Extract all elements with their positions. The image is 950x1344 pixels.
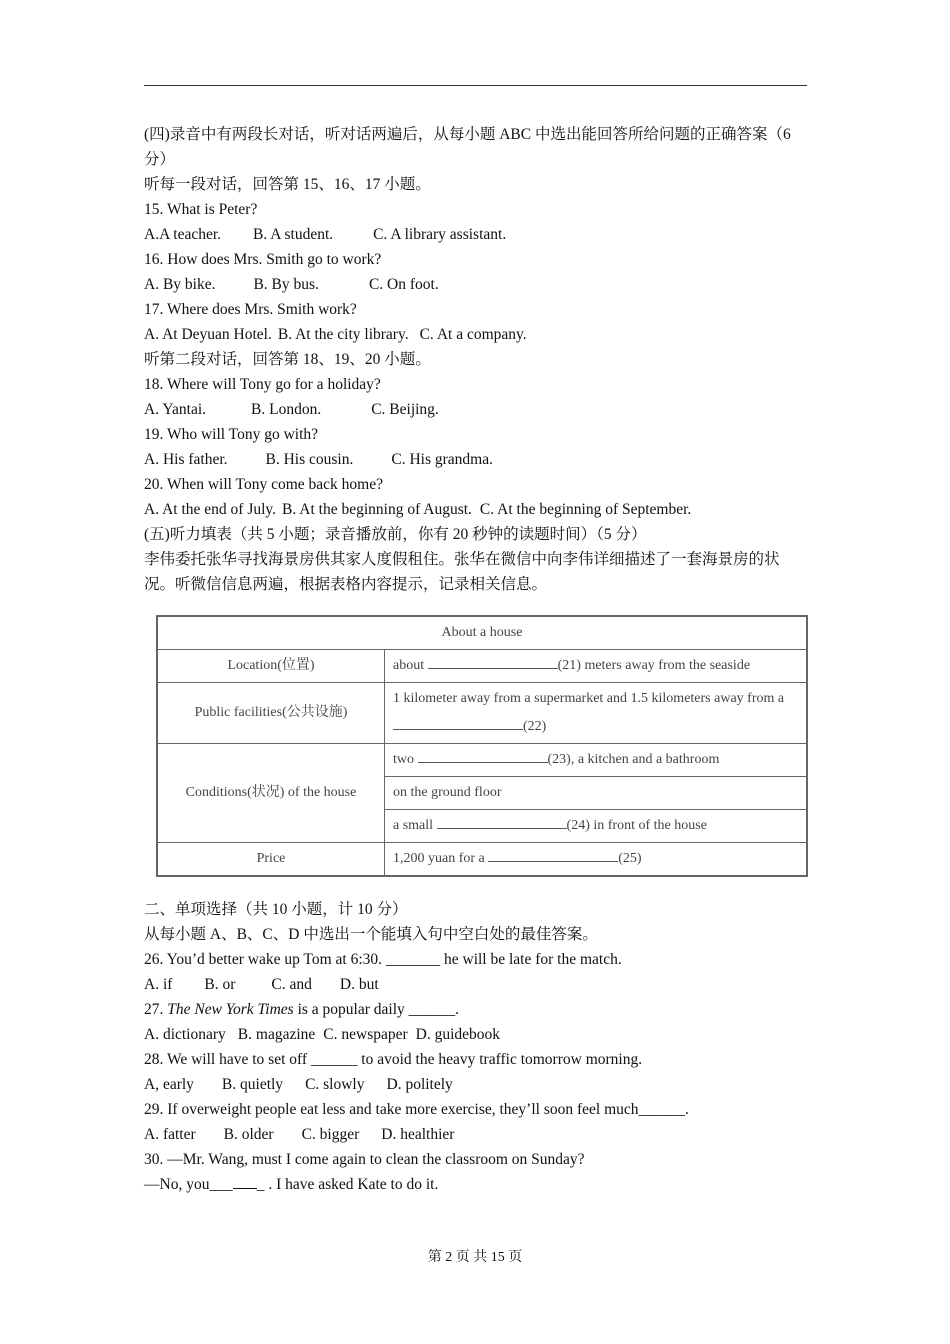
option-a: A. At Deyuan Hotel.	[144, 326, 272, 343]
option-b: B. His cousin.	[265, 451, 354, 468]
question-27	[144, 997, 809, 1022]
question-15: 15. What is Peter?	[144, 201, 258, 218]
option-b: B. older	[223, 1126, 274, 1143]
option-d: D. guidebook	[415, 1026, 501, 1043]
blank-number-22: (22)	[523, 719, 547, 734]
option-a: A. Yantai.	[144, 401, 207, 418]
price-pre: 1,200 yuan for a	[393, 851, 485, 866]
part2-instruction: 从每小题 A、B、C、D 中选出一个能填入句中空白处的最佳答案。	[144, 926, 598, 943]
question-29: 29. If overweight people eat less and take more exercise, they’ll soon feel much______.	[144, 1101, 689, 1118]
options-18	[144, 397, 809, 422]
options-17	[144, 322, 809, 347]
option-b: B. magazine	[237, 1026, 316, 1043]
option-d: D. healthier	[381, 1126, 455, 1143]
location-cell	[385, 650, 808, 683]
option-b: B. A student.	[253, 226, 334, 243]
options-15	[144, 222, 809, 247]
options-29	[144, 1122, 809, 1147]
option-a: A. At the end of July.	[144, 501, 277, 518]
cond3-post: in front of the house	[593, 818, 707, 833]
question-17: 17. Where does Mrs. Smith work?	[144, 301, 357, 318]
location-pre: about	[393, 658, 425, 673]
question-16: 16. How does Mrs. Smith go to work?	[144, 251, 382, 268]
option-a: A. His father.	[144, 451, 228, 468]
question-30-line1: 30. —Mr. Wang, must I come again to clean the classroom on Sunday?	[144, 1151, 585, 1168]
option-a: A. dictionary	[144, 1026, 226, 1043]
condition-2-cell: on the ground floor	[385, 777, 808, 810]
option-b: B. By bus.	[253, 276, 319, 293]
q27-newspaper-title: The New York Times	[167, 1001, 294, 1018]
options-28	[144, 1072, 809, 1097]
option-b: B. quietly	[221, 1076, 284, 1093]
blank-21[interactable]	[428, 654, 558, 669]
header-rule	[144, 85, 807, 86]
option-c: C. Beijing.	[371, 401, 439, 418]
question-30-line2	[144, 1172, 809, 1197]
options-16	[144, 272, 809, 297]
table-row	[157, 744, 807, 777]
price-cell	[385, 843, 808, 877]
part2-heading: 二、单项选择（共 10 小题，计 10 分）	[144, 901, 408, 918]
table-row	[157, 683, 807, 744]
option-b: B. London.	[251, 401, 322, 418]
blank-24[interactable]	[437, 814, 567, 829]
option-c: C. At the beginning of September.	[479, 501, 692, 518]
option-b: B. or	[204, 976, 236, 993]
cond3-pre: a small	[393, 818, 434, 833]
option-a: A. By bike.	[144, 276, 216, 293]
option-a: A, early	[144, 1076, 194, 1093]
page-footer: 第 2 页 共 15 页	[427, 1250, 523, 1265]
question-20: 20. When will Tony come back home?	[144, 476, 383, 493]
option-c: C. A library assistant.	[373, 226, 507, 243]
options-26	[144, 972, 809, 997]
option-b: B. At the city library.	[277, 326, 409, 343]
dialog1-instruction: 听每一段对话，回答第 15、16、17 小题。	[144, 176, 431, 193]
table-title: About a house	[157, 616, 807, 650]
option-a: A.A teacher.	[144, 226, 222, 243]
option-c: C. and	[271, 976, 312, 993]
option-a: A. fatter	[144, 1126, 196, 1143]
cond1-pre: two	[393, 752, 414, 767]
question-26: 26. You’d better wake up Tom at 6:30. _______ he will be late for the match.	[144, 951, 622, 968]
facilities-pre: 1 kilometer away from a supermarket and 1.5 kilometers away from a	[393, 691, 785, 706]
condition-3-cell	[385, 810, 808, 843]
question-28: 28. We will have to set off ______ to avoid the heavy traffic tomorrow morning.	[144, 1051, 643, 1068]
conditions-label: Conditions(状况) of the house	[157, 744, 385, 843]
dialog2-instruction: 听第二段对话，回答第 18、19、20 小题。	[144, 351, 431, 368]
blank-number-24: (24)	[566, 818, 590, 833]
q30-post: _ . I have asked Kate to do it.	[256, 1176, 439, 1193]
option-d: D. but	[339, 976, 379, 993]
location-post: meters away from the seaside	[584, 658, 751, 673]
option-c: C. bigger	[301, 1126, 360, 1143]
answer-blank-30[interactable]	[233, 1174, 257, 1189]
q27-number: 27.	[144, 1001, 168, 1018]
options-19	[144, 447, 809, 472]
option-c: C. slowly	[305, 1076, 365, 1093]
option-d: D. politely	[386, 1076, 453, 1093]
house-table-wrapper	[156, 615, 809, 877]
blank-number-21: (21)	[557, 658, 581, 673]
question-19: 19. Who will Tony go with?	[144, 426, 319, 443]
blank-23[interactable]	[418, 748, 548, 763]
facilities-label: Public facilities(公共设施)	[157, 683, 385, 744]
q27-rest: is a popular daily ______.	[293, 1001, 460, 1018]
facilities-cell	[385, 683, 808, 744]
q30-pre: —No, you___	[144, 1176, 233, 1193]
option-b: B. At the beginning of August.	[282, 501, 472, 518]
condition-1-cell	[385, 744, 808, 777]
blank-22[interactable]	[393, 715, 523, 730]
section5-description: 李伟委托张华寻找海景房供其家人度假租住。张华在微信中向李伟详细描述了一套海景房的状况。听微信信息两遍，根据表格内容提示，记录相关信息。	[144, 551, 780, 593]
options-20	[144, 497, 809, 522]
option-a: A. if	[144, 976, 173, 993]
page-content	[144, 122, 809, 1197]
blank-number-23: (23)	[547, 752, 571, 767]
section4-heading: (四)录音中有两段长对话，听对话两遍后，从每小题 ABC 中选出能回答所给问题的正确答案（6 分）	[144, 126, 791, 168]
option-c: C. At a company.	[419, 326, 527, 343]
location-label: Location(位置)	[157, 650, 385, 683]
table-row	[157, 616, 807, 650]
option-c: C. newspaper	[323, 1026, 408, 1043]
table-row	[157, 843, 807, 877]
option-c: C. His grandma.	[391, 451, 493, 468]
price-label: Price	[157, 843, 385, 877]
option-c: C. On foot.	[368, 276, 439, 293]
options-27	[144, 1022, 809, 1047]
table-row	[157, 650, 807, 683]
house-info-table	[156, 615, 808, 877]
blank-number-25: (25)	[618, 851, 642, 866]
section5-heading: (五)听力填表（共 5 小题；录音播放前，你有 20 秒钟的读题时间）（5 分）	[144, 526, 647, 543]
cond1-post: , a kitchen and a bathroom	[570, 752, 720, 767]
question-18: 18. Where will Tony go for a holiday?	[144, 376, 381, 393]
blank-25[interactable]	[488, 847, 618, 862]
